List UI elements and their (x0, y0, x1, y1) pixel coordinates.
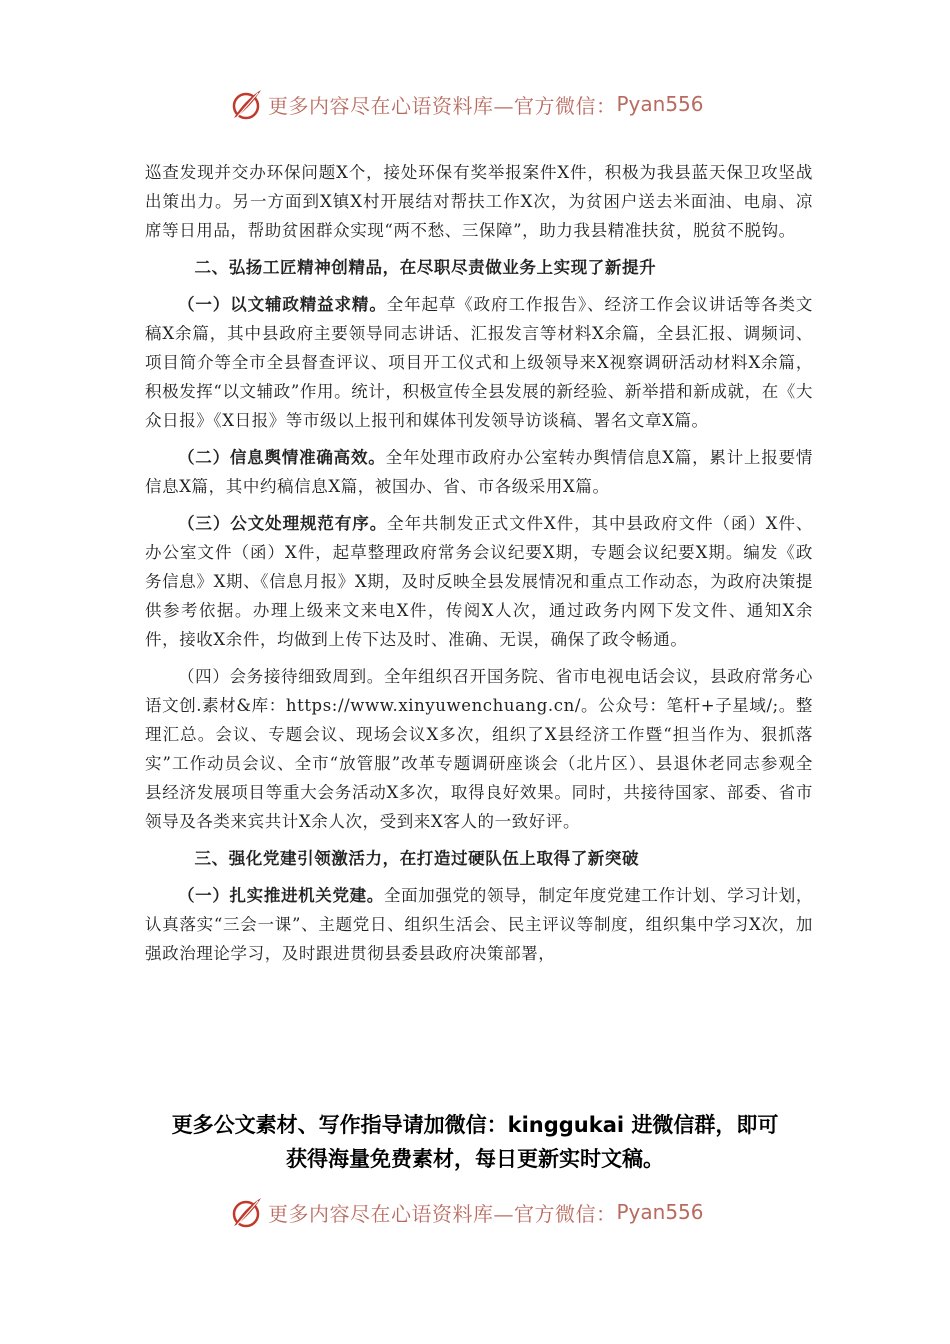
subsection-title: （一）以文辅政精益求精。 (178, 295, 387, 314)
section-heading-2: 二、弘扬工匠精神创精品，在尽职尽责做业务上实现了新提升 (194, 258, 657, 277)
header-banner (228, 84, 704, 124)
paragraph-writing (145, 290, 813, 435)
promo-line-1: 更多公文素材、写作指导请加微信：kinggukai 进微信群，即可 (171, 1113, 779, 1137)
subsection-body: 全年起草《政府工作报告》、经济工作会议讲话等各类文稿X余篇，其中县政府主要领导同志讲话、汇报发言等材料X余篇，全县汇报、调频词、项目简介等全市全县督查评议、项目开工仪式和上级领导来X视察调研活动材料X余篇，积极发挥“以文辅政”作用。统计，积极宣传全县发展的新经验、新举措和新成就，在《大众日报》《X日报》等市级以上报刊和媒体刊发领导访谈稿、署名文章X篇。 (145, 295, 813, 430)
banner-text: 更多内容尽在心语资料库—官方微信： (268, 1201, 617, 1226)
section-heading-3: 三、强化党建引领激活力，在打造过硬队伍上取得了新突破 (194, 849, 640, 868)
footer-banner (228, 1192, 704, 1232)
paragraph-meetings: （四）会务接待细致周到。全年组织召开国务院、省市电视电话会议，县政府常务心语文创.素材&库：https://www.xinyuwenchuang.cn/。公众号：笔杆+子星域/;。整理汇总。会议、专题会议、现场会议X多次，组织了X县经济工作暨“担当作为、狠抓落实”工作动员会议、全市“放管服”改革专题调研座谈会（北片区）、县退休老同志参观全县经济发展项目等重大会务活动X多次，取得良好效果。同时，共接待国家、部委、省市领导及各类来宾共计X余人次，受到来X客人的一致好评。 (145, 667, 813, 831)
subsection-body: 全面加强党的领导，制定年度党建工作计划、学习计划，认真落实“三会一课”、主题党日、组织生活会、民主评议等制度，组织集中学习X次，加强政治理论学习，及时跟进贯彻县委县政府决策部署， (145, 886, 813, 963)
subsection-title: （二）信息舆情准确高效。 (178, 448, 386, 467)
paragraph-party (145, 881, 813, 968)
promo-line-2: 获得海量免费素材，每日更新实时文稿。 (286, 1147, 664, 1171)
subsection-body: 全年共制发正式文件X件，其中县政府文件（函）X件、办公室文件（函）X件，起草整理政府常务会议纪要X期，专题会议纪要X期。编发《政务信息》X期、《信息月报》X期，及时反映全县发展情况和重点工作动态，为政府决策提供参考依据。办理上级来文来电X件，传阅X人次，通过政务内网下发文件、通知X余件，接收X余件，均做到上传下达及时、准确、无误，确保了政令畅通。 (145, 514, 813, 649)
paragraph-info (145, 443, 813, 501)
paragraph-documents (145, 509, 813, 654)
promo-notice (100, 1108, 850, 1176)
subsection-title: （一）扎实推进机关党建。 (178, 886, 384, 905)
banner-wechat-id: Pyan556 (616, 1200, 704, 1224)
banner-wechat-id: Pyan556 (616, 92, 704, 116)
paragraph-env-poverty: 巡查发现并交办环保问题X个，接处环保有奖举报案件X件，积极为我县蓝天保卫攻坚战出策出力。另一方面到X镇X村开展结对帮扶工作X次，为贫困户送去米面油、电扇、凉席等日用品，帮助贫困群众实现“两不愁、三保障”，助力我县精准扶贫，脱贫不脱钩。 (145, 163, 813, 240)
feather-pen-logo-icon (228, 1194, 264, 1230)
subsection-title: （三）公文处理规范有序。 (178, 514, 388, 533)
feather-pen-logo-icon (228, 86, 264, 122)
banner-text: 更多内容尽在心语资料库—官方微信： (268, 93, 617, 118)
subsection-body: 全年处理市政府办公室转办舆情信息X篇，累计上报要情信息X篇，其中约稿信息X篇，被国办、省、市各级采用X篇。 (145, 448, 814, 496)
document-body (145, 158, 813, 976)
